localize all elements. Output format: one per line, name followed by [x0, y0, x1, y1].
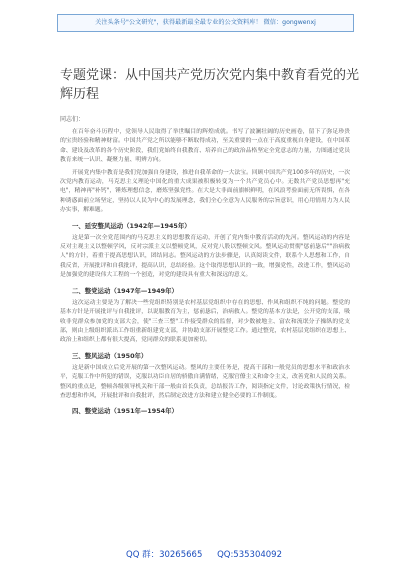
footer-contact [0, 548, 408, 560]
greeting: 同志们： [60, 116, 85, 123]
qq-group-label: QQ 群：30265665 [126, 550, 203, 560]
section-heading: 三、整风运动（1950年） [72, 351, 148, 360]
document-body [60, 128, 350, 548]
qq-label: QQ:535304092 [217, 550, 282, 560]
intro-paragraph: 开展党内集中教育是我们党加强自身建设，推进自我革命的一大法宝。回顾中国共产党100多年的历史，一次次党内教育运动，马克思主义理论中国化的重大成果被积极转变为一个共产党员心中。无数共产党员思想再"充电"，精神再"补钙"，锤炼理想信念，磨炼坚强党性。在大是大非面前旗帜鲜明，在风浪考验面前无所畏惧，在各种诱惑面前立场坚定，坚持以人民为中心的发展理念，我们全心全意为人民服务的宗旨意识，用心用情用力为人民办实事，解难题。 [60, 169, 350, 214]
section-heading: 四、整党运动（1951年—1954年） [72, 407, 178, 416]
intro-paragraph: 在百年奋斗历程中，党领导人民取得了举世瞩目的辉煌成就。书写了波澜壮阔的历史画卷，留下了弥足珍贵的宝贵经验和精神财富。中国共产党之所以能够不断取得成功，至关重要的一点在于高度重视自身建设，在中国革命、建设及改革的各个历史阶段，我们党始终自我教育、培养自己的政治品格坚定全党意志的力量，力图通过党员教育来统一认识、凝聚力量、明辨方向。 [60, 129, 350, 164]
section-heading: 一、延安整风运动（1942年—1945年） [72, 221, 191, 230]
section-heading: 二、整党运动（1947年—1949年） [72, 286, 178, 295]
section-paragraph: 这次运动主要是为了解决一些党组织特别是农村基层党组织中存在的思想、作风和组织不纯的问题。整党的基本方针是开展批评与自我批评，以说服教育为主，惩前毖后，治病救人。整党的基本方法是，公开党的支部，吸收非党群众参加党的支部大会，使"三查三整"工作接受群众的监督，对少数被地主、富农和流氓分子操纵的党支部，则由上级组织派出工作组重新组建党支部，并协助支部开展整党工作。通过整党，农村基层党组织在思想上、政治上和组织上都有很大提高，党同群众的联系更加密切。 [60, 299, 350, 344]
top-banner: 关注头条号"公文研究"，获得最新最全最专业的公文资料库！ 微信：gongwenxj [57, 14, 354, 32]
section-paragraph: 这是第一次全党范围内的马克思主义的思想教育运动，开创了党内集中教育活动的先河。整风运动的内容是反对主观主义以整顿学风，反对宗派主义以整顿党风，反对党八股以整顿文风。整风运动贯彻"惩前毖后""治病救人"的方针，着重于提高思想认识，团结同志。整风运动的方法步骤是，认真阅读文件，联系个人思想和工作，自我反省，开展批评和自我批评，提高认识，总结经验。这个取得思想认识的一致，增强党性，改进工作，整风运动是加强党的建设伟大工程的一个创造，对党的建设具有重大和深远的意义。 [60, 234, 350, 279]
page-title: 专题党课：从中国共产党历次党内集中教育看党的光辉历程 [60, 68, 360, 102]
section-paragraph: 这是新中国成立后党开展的第一次整风运动。整风的主要任务是，提高干部和一般党员的思想水平和政治水平，克服工作中所犯的错误，克服以功臣自居的骄傲自满情绪，克服官僚主义和命令主义，改善党和人民的关系。整风的重点是，整顿各级领导机关和干部一般由首长负责，总结报告工作，阅读指定文件，讨论政策执行情况，检查思想和作风，开展批评和自我批评，然后制定改进方法和建立健全必要的工作制度。 [60, 364, 350, 399]
